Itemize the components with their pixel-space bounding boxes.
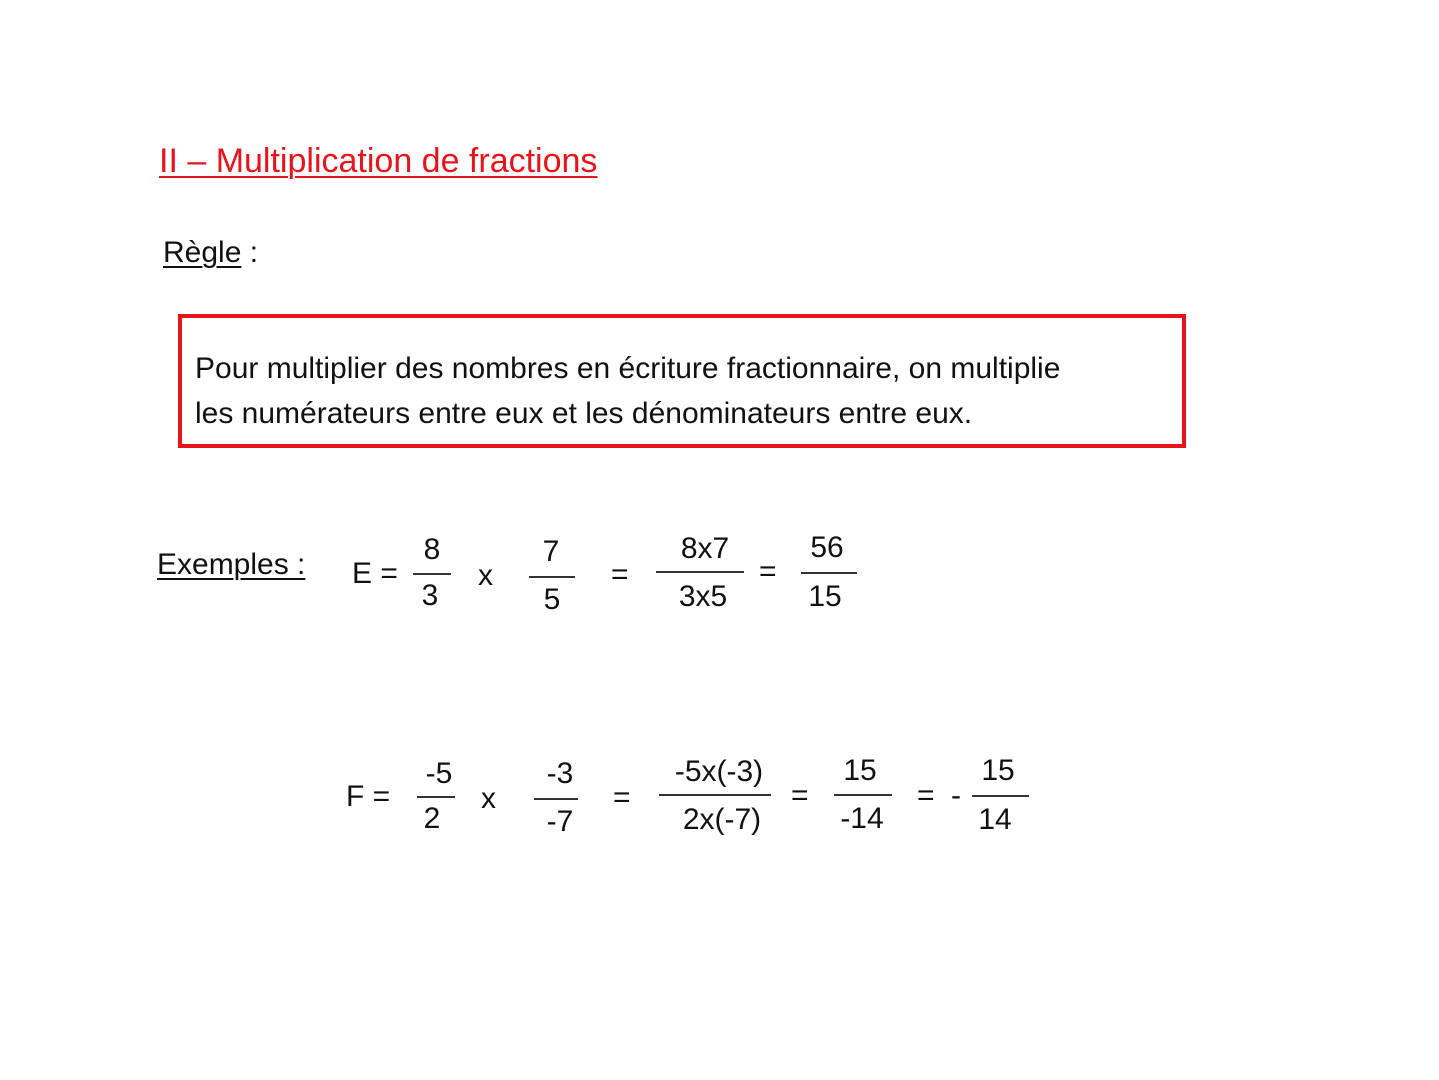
- e-equals-1: =: [611, 558, 629, 591]
- e-fraction-2-denominator: 5: [543, 583, 561, 616]
- f-lhs: F =: [346, 780, 391, 813]
- f-equals-3: =: [917, 779, 935, 812]
- f-times-sign: x: [481, 782, 496, 815]
- e-fraction-4-numerator: 56: [810, 531, 844, 564]
- f-fraction-1-denominator: 2: [423, 802, 441, 835]
- f-fraction-5-bar: [972, 795, 1029, 797]
- section-heading: II – Multiplication de fractions: [159, 142, 598, 180]
- f-fraction-4-denominator: -14: [840, 802, 884, 835]
- f-minus-sign: -: [951, 779, 961, 812]
- examples-label: Exemples :: [157, 548, 306, 581]
- f-fraction-5-numerator: 15: [981, 754, 1015, 787]
- rule-label-colon: :: [249, 236, 259, 269]
- e-times-sign: x: [478, 559, 493, 592]
- f-fraction-3-numerator: -5x(-3): [674, 755, 764, 788]
- e-fraction-4-bar: [801, 572, 857, 574]
- rule-label-text: Règle: [163, 236, 242, 269]
- e-fraction-1-numerator: 8: [423, 533, 441, 566]
- f-fraction-4-numerator: 15: [843, 754, 877, 787]
- f-equals-1: =: [613, 781, 631, 814]
- e-fraction-4-denominator: 15: [808, 580, 842, 613]
- f-fraction-2-denominator: -7: [546, 805, 574, 838]
- e-fraction-1-denominator: 3: [421, 579, 439, 612]
- e-lhs: E =: [352, 557, 398, 590]
- rule-label: [163, 236, 258, 270]
- rule-line-2: les numérateurs entre eux et les dénominateurs entre eux.: [195, 397, 973, 430]
- e-fraction-3-bar: [656, 571, 744, 573]
- rule-text: [195, 346, 1060, 436]
- f-fraction-3-bar: [659, 794, 771, 796]
- f-fraction-1-numerator: -5: [425, 757, 453, 790]
- f-fraction-2-bar: [534, 798, 578, 800]
- e-fraction-3-denominator: 3x5: [678, 580, 728, 613]
- e-fraction-3-numerator: 8x7: [680, 532, 730, 565]
- rule-line-1: Pour multiplier des nombres en écriture fractionnaire, on multiplie: [195, 352, 1061, 385]
- e-fraction-1-bar: [413, 573, 451, 575]
- e-equals-2: =: [759, 555, 777, 588]
- f-fraction-1-bar: [417, 796, 455, 798]
- f-fraction-5-denominator: 14: [978, 803, 1012, 836]
- f-fraction-3-denominator: 2x(-7): [682, 803, 762, 836]
- f-equals-2: =: [791, 779, 809, 812]
- f-fraction-2-numerator: -3: [546, 757, 574, 790]
- e-fraction-2-numerator: 7: [542, 535, 560, 568]
- f-fraction-4-bar: [834, 794, 892, 796]
- e-fraction-2-bar: [529, 576, 575, 578]
